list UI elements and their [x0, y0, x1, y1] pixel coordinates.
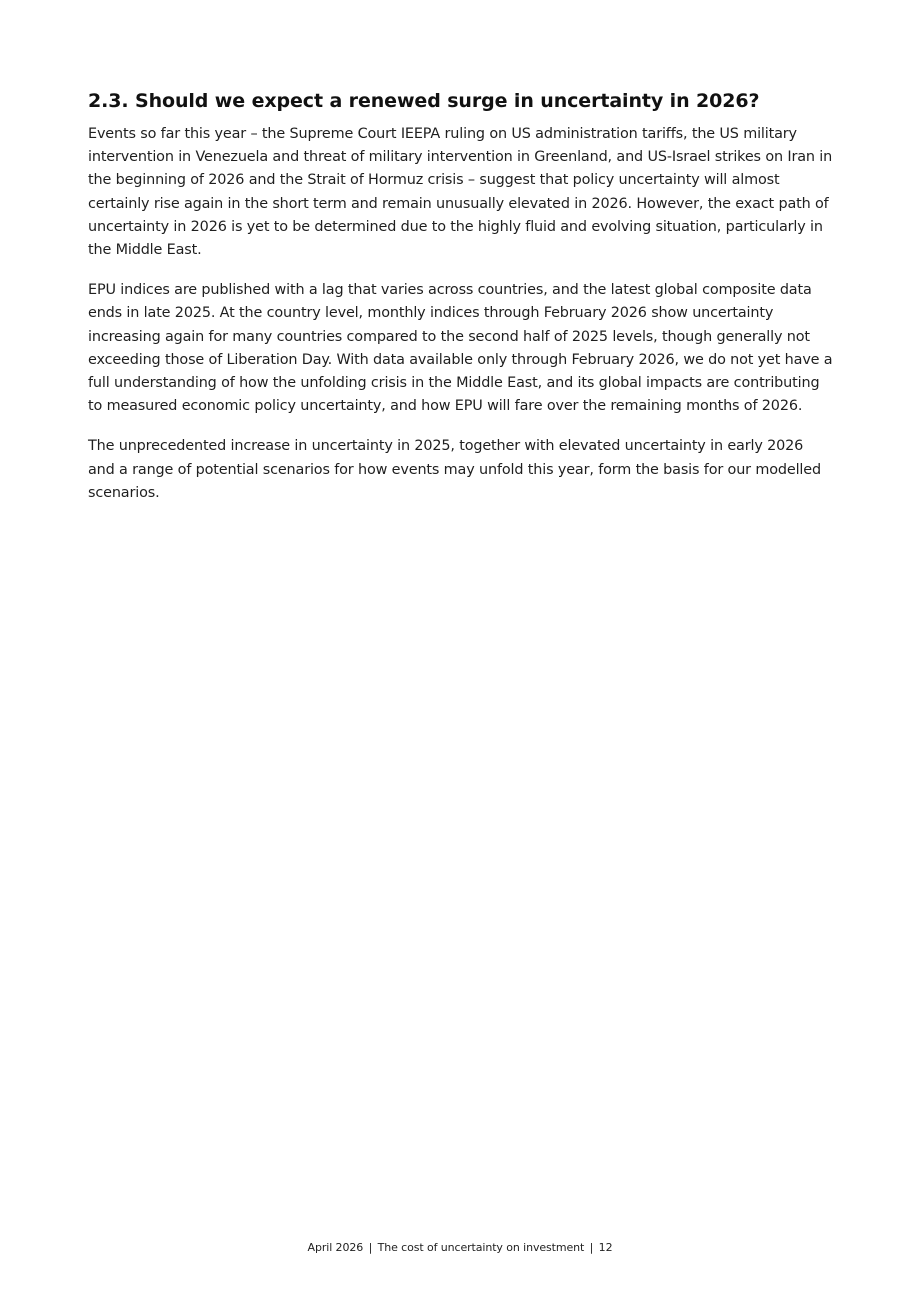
footer-date: April 2026 [307, 1241, 364, 1254]
footer-document-title: The cost of uncertainty on investment [377, 1241, 585, 1254]
section-heading: 2.3. Should we expect a renewed surge in uncertainty in 2026? [88, 90, 760, 112]
paragraph-events: Events so far this year – the Supreme Court IEEPA ruling on US administration tariffs, the US military intervention in Venezuela and threat of military intervention in Greenland, and US-Israel strikes on Iran in the beginning of 2026 and the Strait of Hormuz crisis – suggest that policy uncertainty will almost certainly rise again in the short term and remain unusually elevated in 2026. However, the exact path of uncertainty in 2026 is yet to be determined due to the highly fluid and evolving situation, particularly in the Middle East. [88, 126, 833, 259]
paragraph-scenarios: The unprecedented increase in uncertainty in 2025, together with elevated uncertainty in early 2026 and a range of potential scenarios for how events may unfold this year, form the basis for our modelled scenarios. [88, 438, 821, 501]
page-number: 12 [598, 1241, 613, 1254]
footer-separator: | [368, 1241, 373, 1254]
paragraph-epu-indices: EPU indices are published with a lag that varies across countries, and the latest global composite data ends in late 2025. At the country level, monthly indices through February 2026 show uncertainty increasing again for many countries compared to the second half of 2025 levels, though generally not exceeding those of Liberation Day. With data available only through February 2026, we do not yet have a full understanding of how the unfolding crisis in the Middle East, and its global impacts are contributing to measured economic policy uncertainty, and how EPU will fare over the remaining months of 2026. [88, 282, 833, 415]
section-content [88, 88, 834, 522]
footer-separator: | [589, 1241, 594, 1254]
page-footer [0, 1240, 920, 1256]
